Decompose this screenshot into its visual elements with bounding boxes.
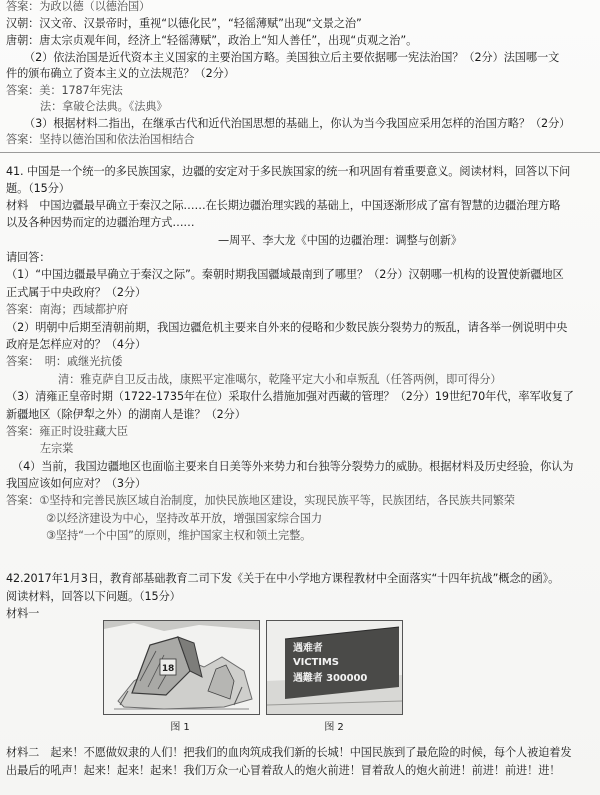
q40-question-3: （3）根据材料二指出，在继承古代和近代治国思想的基础上，你认为当今我国应采用怎样的治国方略？（2分） [24, 117, 571, 130]
figure-2-text-3: 遇難者 300000 [293, 673, 368, 684]
q40-tang-line: 唐朝：唐太宗贞观年间，经济上“轻徭薄赋”，政治上“知人善任”，出现“贞观之治”。 [6, 34, 418, 47]
q41-a1: 答案：南海；西域都护府 [6, 303, 128, 316]
q41-a4-line1: 答案：①坚持和完善民族区域自治制度，加快民族地区建设，实现民族平等，民族团结，各民族共同繁荣 [6, 494, 515, 507]
figure-1-illustration [104, 621, 259, 714]
q40-han-line: 汉朝：汉文帝、汉景帝时，重视“以德化民”，“轻徭薄赋”出现“文景之治” [6, 17, 362, 30]
q41-q2-line2: 政府是怎样应对的？（4分） [6, 338, 147, 351]
figure-1-number: 18 [161, 664, 175, 674]
q40-answer-3: 答案：坚持以德治国和依法治国相结合 [6, 133, 195, 146]
figure-1-caption: 图 1 [170, 722, 190, 733]
q41-q2-line1: （2）明朝中后期至清朝前期，我国边疆危机主要来自外来的侵略和少数民族分裂势力的叛乱，请各举一例说明中央 [6, 321, 568, 334]
q40-question-2-line1: （2）依法治国是近代资本主义国家的主要治国方略。美国独立后主要依据哪一宪法治国？（2分）法国哪一文 [24, 51, 560, 64]
figure-2-text-2: VICTIMS [293, 657, 339, 668]
figure-2-illustration [267, 621, 402, 714]
q41-a3-line1: 答案：雍正时设驻藏大臣 [6, 425, 128, 438]
q41-intro-line2: 题。（15分） [6, 182, 70, 195]
figure-2-caption: 图 2 [324, 722, 344, 733]
q41-q4-line1: （4）当前，我国边疆地区也面临主要来自日美等外来势力和台独等分裂势力的威胁。根据材料及历史经验，你认为 [12, 460, 574, 473]
q42-material2-line2: 出最后的吼声！起来！起来！起来！我们万众一心冒着敌人的炮火前进！冒着敌人的炮火前进！前进！前进！进！ [6, 764, 561, 777]
q41-a4-line2: ②以经济建设为中心，坚持改革开放，增强国家综合国力 [46, 512, 323, 525]
q41-a2-line1: 答案： 明：戚继光抗倭 [6, 355, 123, 368]
figure-1-photo [103, 620, 260, 715]
q42-material2-line1: 材料二 起来！不愿做奴隶的人们！把我们的血肉筑成我们新的长城！中国民族到了最危险的时候，每个人被迫着发 [6, 746, 572, 759]
divider [0, 152, 600, 153]
q41-material-line2: 以及各种因势而定的边疆治理方式…… [6, 216, 195, 229]
figure-2-text-1: 遇难者 [293, 643, 323, 654]
q42-intro-line2: 阅读材料，回答以下问题。（15分） [6, 590, 181, 603]
q41-q4-line2: 我国应该如何应对？（3分） [6, 477, 147, 490]
q40-answer-2a: 答案：美：1787年宪法 [6, 84, 123, 97]
q41-q1-line1: （1）“中国边疆最早确立于秦汉之际”。秦朝时期我国疆域最南到了哪里？（2分）汉朝哪一机构的设置使新疆地区 [6, 268, 564, 281]
q40-question-2-line2: 件的颁布确立了资本主义的立法规范？（2分） [6, 67, 235, 80]
q41-q3-line2: 新疆地区（除伊犁之外）的湖南人是谁？（2分） [6, 408, 246, 421]
q41-a4-line3: ③坚持“一个中国”的原则，维护国家主权和领土完整。 [46, 529, 312, 542]
q42-material1-label: 材料一 [6, 607, 40, 620]
figure-2-photo [266, 620, 403, 715]
q41-material-line1: 材料 中国边疆最早确立于秦汉之际……在长期边疆治理实践的基础上，中国逐渐形成了富有智慧的边疆治理方略 [6, 199, 561, 212]
q41-q3-line1: （3）清雍正皇帝时期（1722-1735年在位）采取什么措施加强对西藏的管理？（2分）19世纪70年代，率军收复了 [6, 390, 574, 403]
q42-intro-line1: 42.2017年1月3日，教育部基础教育二司下发《关于在中小学地方课程教材中全面落实“十四年抗战”概念的函》。 [6, 572, 560, 585]
q41-q1-line2: 正式属于中央政府？（2分） [6, 286, 147, 299]
q40-answer-1: 答案：为政以德（以德治国） [6, 0, 151, 13]
q40-answer-2b: 法：拿破仑法典。《法典》 [40, 100, 168, 113]
q41-a3-line2: 左宗棠 [40, 442, 74, 455]
q41-ask: 请回答： [6, 251, 51, 264]
q41-intro-line1: 41. 中国是一个统一的多民族国家，边疆的安定对于多民族国家的统一和巩固有着重要意义。阅读材料，回答以下问 [6, 165, 571, 178]
q41-a2-line2: 清：雅克萨自卫反击战，康熙平定准噶尔，乾隆平定大小和卓叛乱（任答两例，即可得分） [58, 373, 502, 386]
q41-source: —周平、李大龙《中国的边疆治理：调整与创新》 [218, 234, 462, 247]
